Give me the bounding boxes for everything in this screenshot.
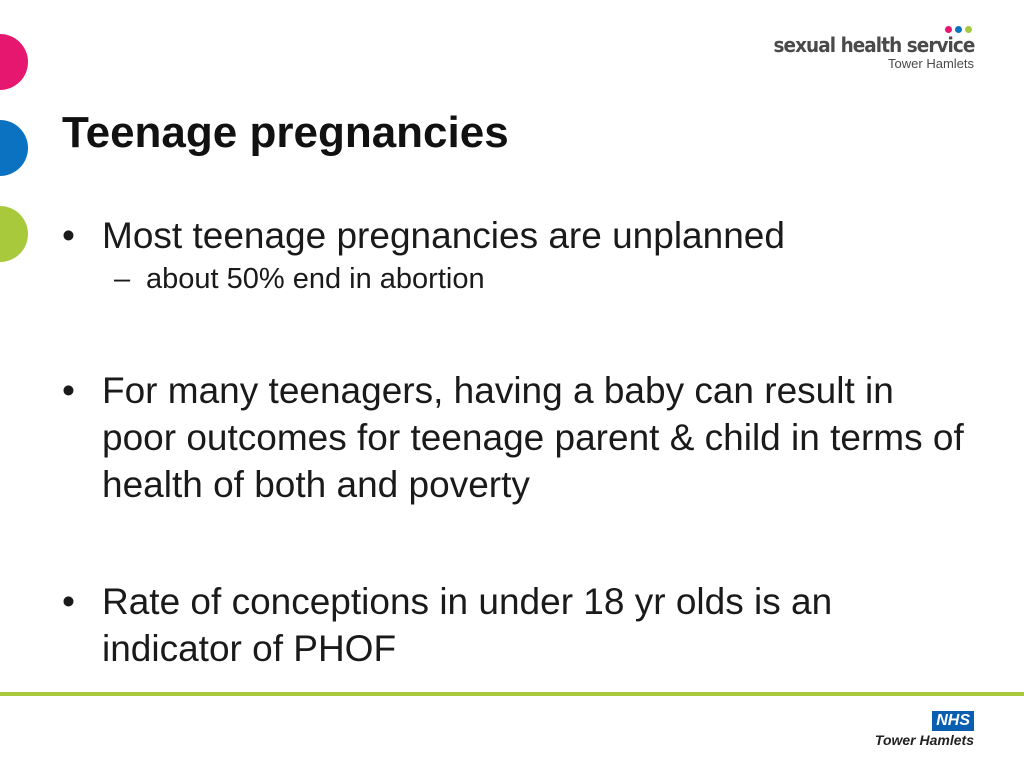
bullet-text: Most teenage pregnancies are unplanned (102, 215, 785, 256)
bullet-text: For many teenagers, having a baby can result in poor outcomes for teenage parent & child in terms of health of both and poverty (102, 370, 964, 505)
pink-circle-decoration (0, 34, 28, 90)
bullet-item (62, 367, 972, 508)
nhs-subtitle: Tower Hamlets (874, 732, 974, 748)
sub-bullet-item (114, 261, 972, 297)
bullet-item (62, 578, 972, 672)
bullet-item (62, 212, 972, 259)
green-divider (0, 692, 1024, 696)
logo-subtitle: Tower Hamlets (888, 56, 974, 71)
bullet-text: Rate of conceptions in under 18 yr olds is an indicator of PHOF (102, 581, 833, 669)
green-circle-decoration (0, 206, 28, 262)
bullet-icon: • (62, 370, 75, 411)
bullet-icon: • (62, 581, 75, 622)
logo-name: sexual health service (772, 33, 974, 57)
slide-title: Teenage pregnancies (62, 108, 509, 157)
sexual-health-service-logo (756, 26, 974, 71)
blue-circle-decoration (0, 120, 28, 176)
logo-dots-icon (945, 26, 972, 33)
sub-bullet-text: about 50% end in abortion (146, 263, 485, 295)
bullet-list (62, 212, 972, 672)
bullet-icon: • (62, 215, 75, 256)
dash-icon: – (114, 263, 131, 295)
nhs-badge: NHS (932, 711, 974, 731)
nhs-logo (875, 711, 974, 749)
